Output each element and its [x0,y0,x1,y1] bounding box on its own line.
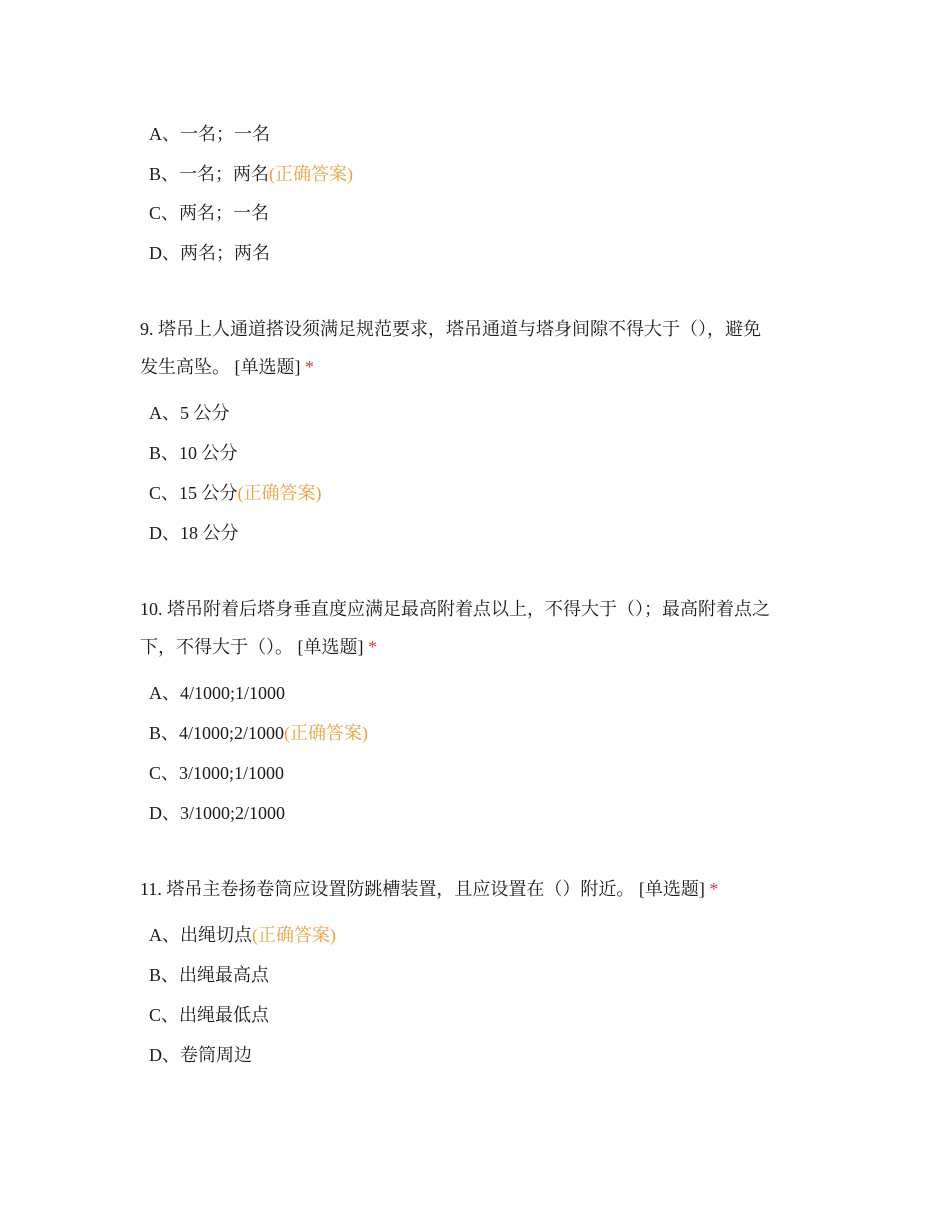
question-line-1: 塔吊上人通道搭设须满足规范要求，塔吊通道与塔身间隙不得大于（），避免 [158,319,761,339]
option-prefix: B、 [149,965,180,985]
option-text: 出绳最低点 [179,1005,270,1025]
option-prefix: A、 [149,925,180,945]
option-prefix: D、 [149,243,180,263]
option-d [149,801,285,825]
option-text: 10 公分 [179,443,238,463]
option-prefix: A、 [149,683,180,703]
option-prefix: B、 [149,723,180,743]
correct-answer-label: (正确答案) [284,723,369,743]
correct-answer-label: (正确答案) [237,483,322,503]
question-text [140,870,820,908]
option-prefix: B、 [149,164,180,184]
option-b [149,721,368,745]
option-prefix: A、 [149,124,180,144]
option-prefix: C、 [149,1005,180,1025]
option-prefix: B、 [149,443,180,463]
option-text: 4/1000;2/1000 [179,723,285,743]
option-d [149,241,270,265]
option-text: 18 公分 [180,523,239,543]
correct-answer-label: (正确答案) [252,925,336,945]
option-c [149,1003,269,1027]
option-d [149,521,239,545]
option-c [149,481,322,505]
option-prefix: D、 [149,523,180,543]
option-a [149,401,230,425]
required-mark: * [305,357,314,377]
required-mark: * [709,879,719,899]
option-a [149,122,270,146]
option-b [149,162,353,186]
option-b [149,963,269,987]
question-number: 9. [140,319,154,339]
option-prefix: C、 [149,483,180,503]
option-prefix: C、 [149,763,180,783]
option-prefix: D、 [149,803,180,823]
option-c [149,761,284,785]
option-prefix: A、 [149,403,180,423]
question-line-2: 下，不得大于（）。 [140,637,293,657]
option-d [149,1043,252,1067]
option-text: 一名；两名 [179,164,270,184]
option-b [149,441,238,465]
required-mark: * [368,637,377,657]
option-a [149,681,285,705]
question-number: 11. [140,879,162,899]
option-text: 卷筒周边 [180,1045,252,1065]
option-a [149,923,336,947]
correct-answer-label: (正确答案) [269,164,354,184]
option-text: 4/1000;1/1000 [180,683,286,703]
option-text: 出绳切点 [180,925,252,945]
question-line-1: 塔吊附着后塔身垂直度应满足最高附着点以上，不得大于（）；最高附着点之 [167,599,770,619]
option-c [149,201,269,225]
option-text: 两名；一名 [179,203,270,223]
question-line-1: 塔吊主卷扬卷筒应设置防跳槽装置，且应设置在（）附近。 [166,879,635,899]
question-text [140,310,820,386]
option-text: 出绳最高点 [179,965,270,985]
question-type: [单选题] [234,357,301,377]
option-text: 15 公分 [179,483,238,503]
question-line-2: 发生高坠。 [140,357,230,377]
question-number: 10. [140,599,163,619]
option-text: 3/1000;2/1000 [180,803,286,823]
option-text: 一名；一名 [180,124,270,144]
question-type: [单选题] [297,637,364,657]
option-prefix: C、 [149,203,180,223]
option-text: 5 公分 [180,403,230,423]
option-prefix: D、 [149,1045,180,1065]
option-text: 两名；两名 [180,243,270,263]
question-text [140,590,820,666]
question-type: [单选题] [638,879,705,899]
option-text: 3/1000;1/1000 [179,763,285,783]
